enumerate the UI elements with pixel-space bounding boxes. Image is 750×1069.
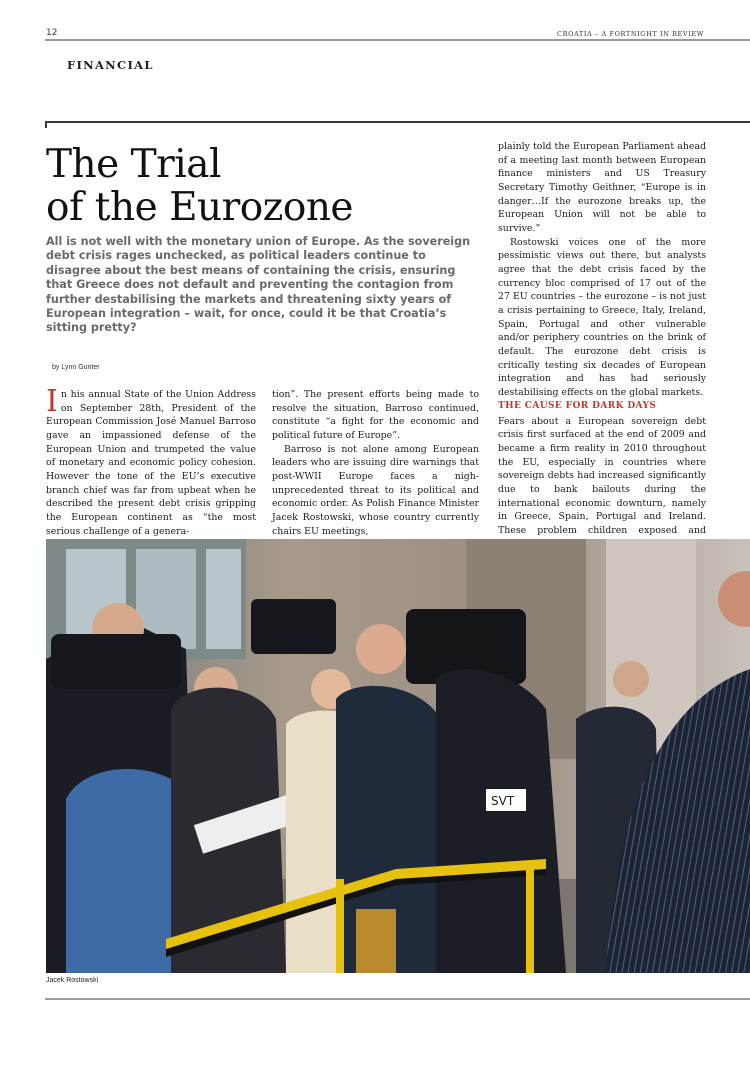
tv-camera <box>51 634 181 689</box>
barrier-post <box>526 864 534 973</box>
paragraph: n his annual State of the Union Address on September 28th, President of the European Commission José Manuel Barroso gave an impassioned defense of the European Union and trumpeted the value of monetary and economic policy cohesion. However the tone of the EU’s executive branch chief was far from upbeat when he described the present debt crisis gripping the European continent as “the most serious challenge of a genera- <box>46 389 256 537</box>
byline: by Lynn Gunter <box>52 364 100 371</box>
photo-caption: Jacek Rostowski <box>46 977 99 984</box>
body-column-1 <box>46 384 256 538</box>
standfirst: All is not well with the monetary union of Europe. As the sovereign debt crisis rages unchecked, as political leaders continue to disagree about the best means of containing the crisis, ensuring that Greece does not default and preventing the contagion from further destabilising the markets and threatening sixty years of European integration – wait, for once, could it be that Croatia’s sitting pretty? <box>46 235 471 335</box>
press-photo-illustration <box>46 539 750 973</box>
article-title-line1: The Trial <box>46 142 221 187</box>
paragraph: Barroso is not alone among European leaders who are issuing dire warnings that post-WWII Europe faces a nigh-unprecedented threat to its political and economic order. As Polish Finance Minister Jacek Rostowski, whose country currently chairs EU meetings, <box>272 443 479 537</box>
paragraph: Fears about a European sovereign debt crisis first surfaced at the end of 2009 and became a firm reality in 2010 throughout the EU, especially in countries where sovereign debts had increased significantly due to bank bailouts during the international economic downturn, namely in Greece, Spain, Portugal and Ireland. These problem children exposed and <box>498 415 706 536</box>
window <box>206 549 241 649</box>
header-rule <box>45 39 750 41</box>
body-column-3-bottom <box>498 400 706 551</box>
jacek-rostowski-face <box>356 624 406 674</box>
paragraph: Rostowski voices one of the more pessimistic views out there, but analysts agree that the debt crisis faced by the currency bloc comprised of 17 out of the 27 EU countries – the eurozone – is not just a crisis pertaining to Greece, Italy, Ireland, Spain, Portugal and other vulnerable and/or periphery countries on the brink of default. The eurozone debt crisis is critically testing six decades of European integration and has had seriously destabilising effects on the global markets. <box>498 236 706 398</box>
tv-camera <box>251 599 336 654</box>
paragraph: plainly told the European Parliament ahead of a meeting last month between European finance ministers and US Treasury Secretary Timothy Geithner, “Europe is in danger…If the eurozone breaks up, the European Union will not be able to survive.” <box>498 141 706 234</box>
running-head: CROATIA – A FORTNIGHT IN REVIEW <box>557 30 704 38</box>
article-title-line2: of the Eurozone <box>46 185 354 230</box>
footer-rule <box>45 998 750 1000</box>
title-rule-tick <box>45 121 47 128</box>
face <box>613 661 649 697</box>
drop-cap: I <box>46 384 58 419</box>
rope-stands <box>356 909 396 973</box>
article-title <box>46 143 353 229</box>
press-photo <box>46 539 750 973</box>
section-label: FINANCIAL <box>67 58 154 72</box>
svt-logo: SVT <box>491 794 515 808</box>
page-number: 12 <box>46 28 58 38</box>
barrier-post <box>336 879 344 973</box>
subheading: THE CAUSE FOR DARK DAYS <box>498 401 657 411</box>
title-rule <box>45 121 750 123</box>
body-column-2 <box>272 388 479 538</box>
paragraph: tion”. The present efforts being made to resolve the situation, Barroso continued, constitute “a fight for the economic and political future of Europe”. <box>272 389 479 441</box>
body-column-3-top <box>498 140 706 399</box>
